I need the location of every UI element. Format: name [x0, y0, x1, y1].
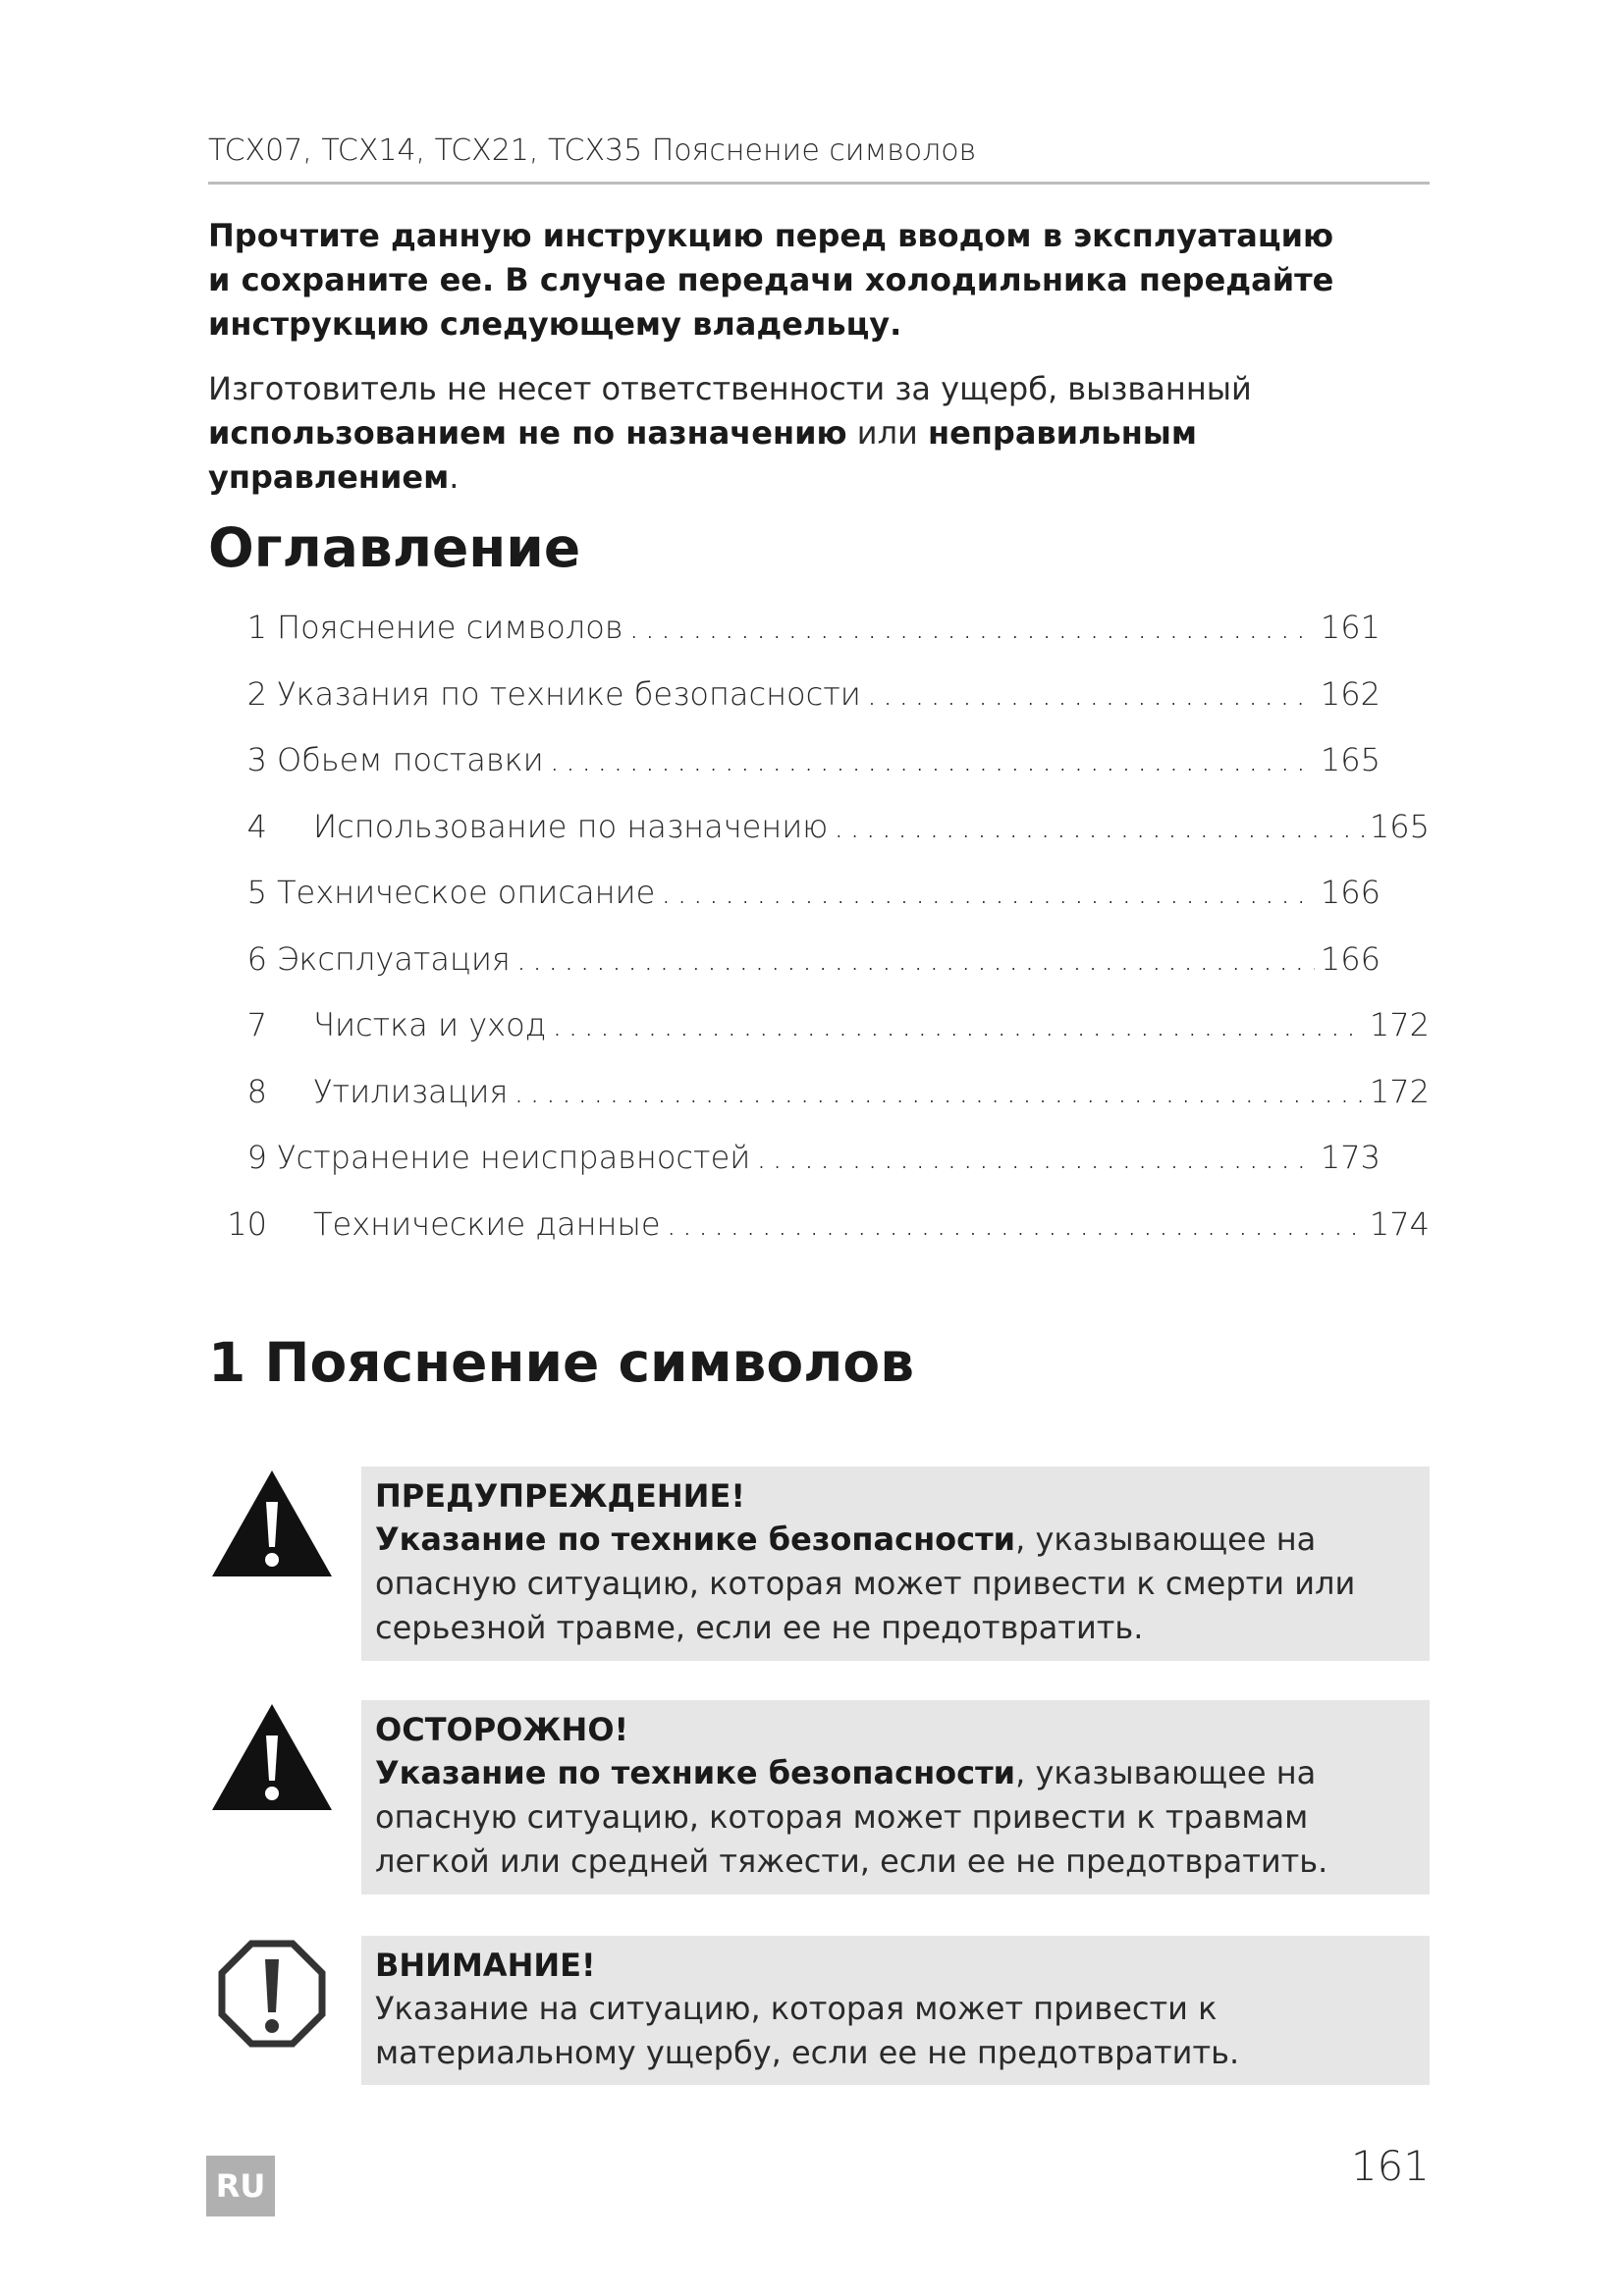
- toc-entry-title: Обьем поставки: [277, 741, 544, 778]
- toc-entry-title: Пояснение символов: [277, 609, 623, 646]
- toc-item-10[interactable]: [208, 1205, 1430, 1272]
- toc-leader: [867, 675, 1315, 713]
- liability-bold-2: неправильным управлением: [208, 414, 1197, 496]
- liability-bold-1: использованием не по назначению: [208, 414, 847, 452]
- liability-text-mid: или: [846, 414, 928, 452]
- toc-leader: [550, 741, 1315, 778]
- liability-paragraph: [208, 367, 1430, 500]
- toc-num: 5: [246, 874, 267, 911]
- language-badge: RU: [206, 2156, 275, 2216]
- toc-entry-title: Чистка и уход: [313, 1006, 547, 1043]
- toc-entry-title: Техническое описание: [277, 874, 656, 911]
- toc-item-9[interactable]: [208, 1139, 1380, 1205]
- intro-line: инструкцию следующему владельцу.: [208, 305, 902, 343]
- toc-num: 1: [246, 609, 267, 646]
- warning-triangle-icon: [208, 1467, 336, 1584]
- toc-item-3[interactable]: [208, 741, 1380, 808]
- intro-bold-text: [208, 214, 1430, 347]
- toc-item-2[interactable]: [208, 675, 1380, 742]
- toc-leader: [514, 1073, 1364, 1110]
- notice-text: [375, 1751, 1416, 1884]
- toc-item-1[interactable]: [208, 609, 1380, 675]
- toc-entry-title: Использование по назначению: [313, 807, 829, 845]
- notice-octagon-icon: [208, 1936, 336, 2054]
- toc-page: 166: [1320, 874, 1380, 911]
- page: [208, 0, 1430, 2296]
- table-of-contents: [208, 609, 1430, 1271]
- section-title: 1 Пояснение символов: [208, 1331, 915, 1394]
- toc-leader: [629, 609, 1315, 646]
- notice-text: [375, 1518, 1416, 1650]
- toc-page: 172: [1369, 1006, 1430, 1043]
- toc-item-7[interactable]: [208, 1006, 1430, 1073]
- toc-page: 161: [1320, 609, 1380, 646]
- toc-entry-title: Технические данные: [313, 1204, 661, 1243]
- toc-num: 8: [246, 1072, 267, 1110]
- toc-entry-title: Утилизация: [313, 1072, 509, 1110]
- notice-bold: Указание по технике безопасности: [375, 1754, 1016, 1791]
- toc-leader: [834, 808, 1364, 845]
- toc-leader: [667, 1205, 1364, 1243]
- toc-page: 165: [1320, 741, 1380, 778]
- toc-leader: [516, 940, 1315, 978]
- toc-page: 165: [1369, 807, 1430, 845]
- liability-text-end: .: [449, 458, 460, 496]
- toc-title: Оглавление: [208, 516, 581, 579]
- toc-page: 172: [1369, 1072, 1430, 1110]
- toc-entry-title: Устранение неисправностей: [277, 1139, 751, 1176]
- page-number: 161: [1350, 2142, 1430, 2190]
- toc-page: 166: [1320, 939, 1380, 978]
- notice-body: , указывающее на опасную ситуацию, которая может привести к смерти или серьезной травме, если ее не предотвратить.: [375, 1521, 1356, 1646]
- toc-item-4[interactable]: [208, 808, 1430, 875]
- toc-leader: [661, 874, 1315, 911]
- intro-line: Прочтите данную инструкцию перед вводом в эксплуатацию: [208, 217, 1334, 254]
- notice-title: ОСТОРОЖНО!: [375, 1711, 629, 1748]
- toc-num: 10: [227, 1204, 267, 1243]
- toc-leader: [756, 1139, 1315, 1176]
- toc-num: 4: [246, 807, 267, 845]
- toc-entry-title: Эксплуатация: [277, 939, 511, 978]
- toc-page: 162: [1320, 674, 1380, 713]
- notice-title: ПРЕДУПРЕЖДЕНИЕ!: [375, 1477, 745, 1515]
- toc-num: 2: [246, 674, 267, 713]
- toc-num: 6: [246, 939, 267, 978]
- notice-text: Указание на ситуацию, которая может привести к материальному ущербу, если ее не предотвратить.: [375, 1990, 1240, 2071]
- toc-page: 174: [1369, 1204, 1430, 1243]
- notice-body: , указывающее на опасную ситуацию, которая может привести к травмам легкой или средней тяжести, если ее не предотвратить.: [375, 1754, 1328, 1880]
- toc-page: 173: [1320, 1139, 1380, 1176]
- toc-item-6[interactable]: [208, 940, 1380, 1007]
- notice-box: [361, 1700, 1430, 1895]
- caution-triangle-icon: [208, 1700, 336, 1818]
- toc-item-8[interactable]: [208, 1073, 1430, 1140]
- toc-item-5[interactable]: [208, 874, 1380, 940]
- intro-line: и сохраните ее. В случае передачи холодильника передайте: [208, 261, 1334, 298]
- toc-num: 3: [246, 741, 267, 778]
- toc-num: 7: [246, 1006, 267, 1043]
- notice-box: [361, 1936, 1430, 2085]
- page-header: TCX07, TCX14, TCX21, TCX35 Пояснение символов: [208, 133, 1430, 185]
- notice-title: ВНИМАНИЕ!: [375, 1947, 596, 1984]
- notice-bold: Указание по технике безопасности: [375, 1521, 1016, 1558]
- toc-num: 9: [246, 1139, 267, 1176]
- notice-box: [361, 1467, 1430, 1661]
- liability-text: Изготовитель не несет ответственности за ущерб, вызванный: [208, 370, 1252, 407]
- toc-leader: [552, 1006, 1364, 1043]
- toc-entry-title: Указания по технике безопасности: [277, 674, 861, 713]
